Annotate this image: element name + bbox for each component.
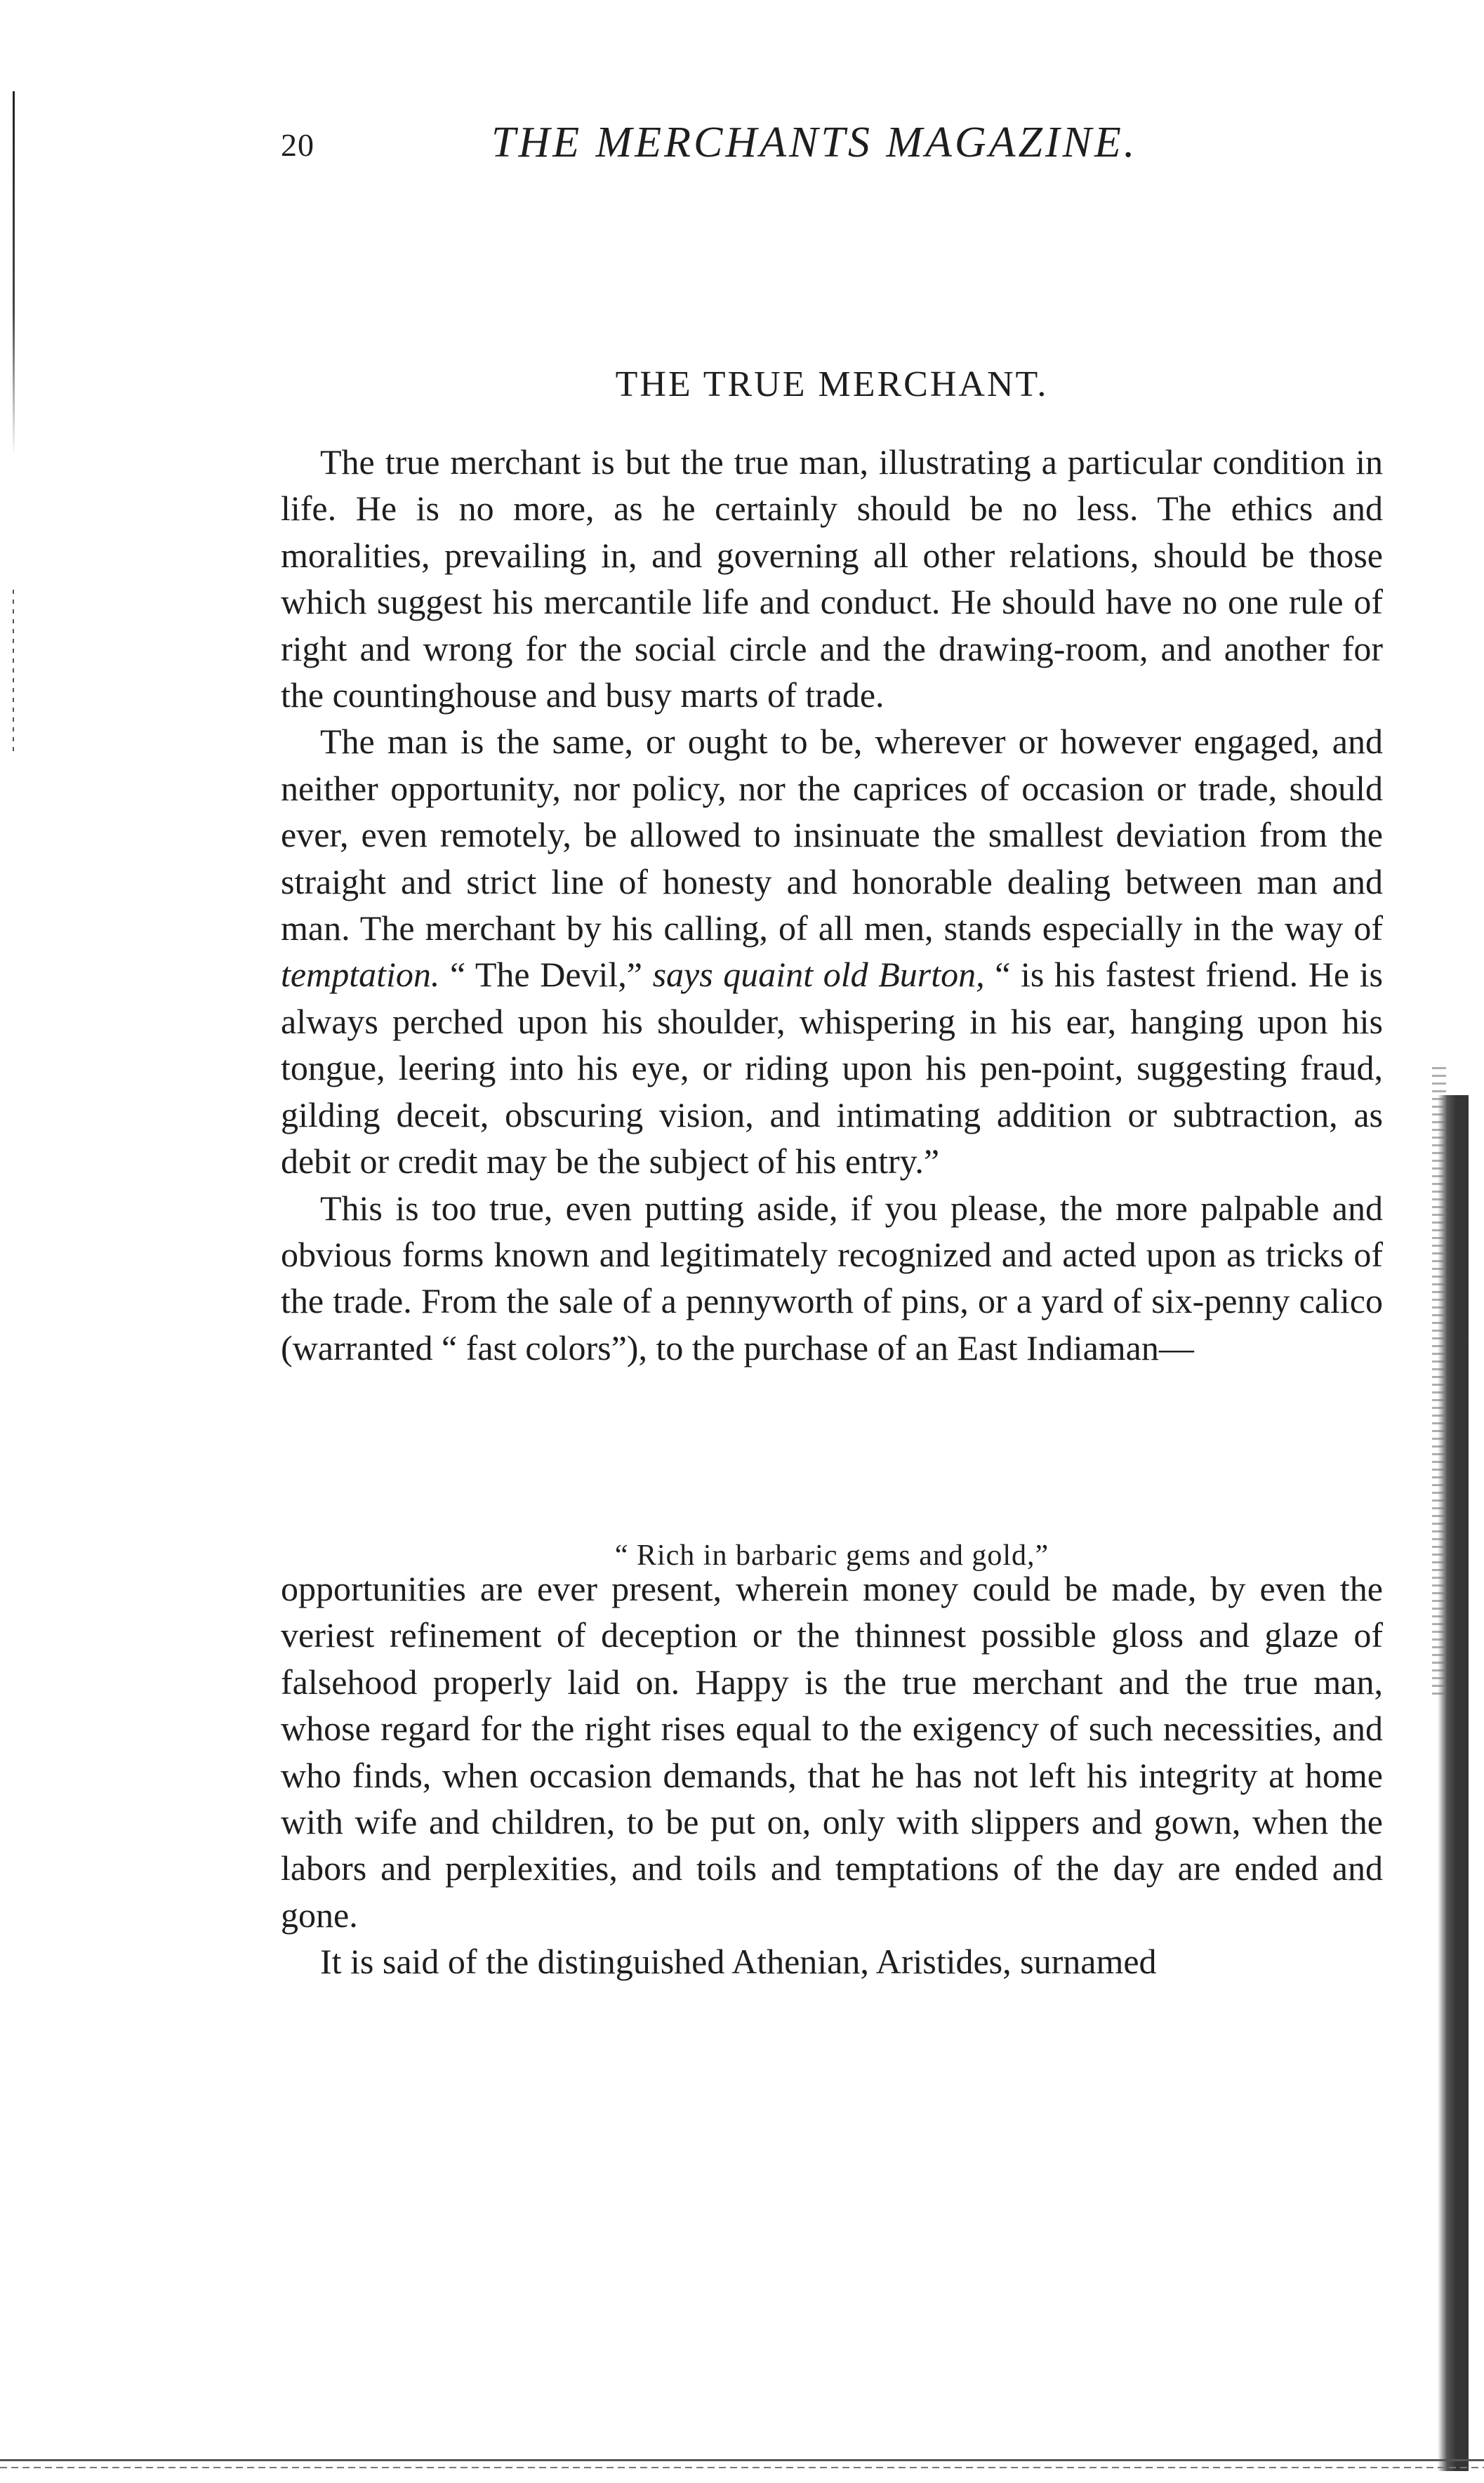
scan-edge-mark-left-lower	[13, 590, 14, 751]
article-body-upper	[281, 439, 1383, 1371]
page-number: 20	[281, 127, 314, 163]
paragraph-4: opportunities are ever present, wherein money could be made, by even the veriest refinement of deception or the thinnest possible gloss and glaze of falsehood properly laid on. Happy is the true merchant and the true man, whose regard for the right rises equal to the exigency of such necessities, and who finds, when occasion demands, that he has not left his integrity at home with wife and children, to be put on, only with slippers and gown, when the labors and perplexities, and toils and temptations of the day are ended and gone.	[281, 1569, 1383, 1935]
scan-bottom-rule	[0, 2459, 1484, 2461]
paragraph-3: This is too true, even putting aside, if you please, the more palpable and obvious forms known and legitimately recognized and acted upon as tricks of the trade. From the sale of a pennyworth of pins, or a yard of six-penny calico (warranted “ fast colors”), to the purchase of an East Indiaman—	[281, 1188, 1383, 1368]
paragraph-5: It is said of the distinguished Athenian, Aristides, surnamed	[320, 1942, 1157, 1982]
paragraph-1: The true merchant is but the true man, illustrating a particular condition in life. He is no more, as he certainly should be no less. The ethics and moralities, prevailing in, and governing all other relations, should be those which suggest his mercantile life and conduct. He should have no one rule of right and wrong for the social circle and the drawing-room, and another for the countinghouse and busy marts of trade.	[281, 442, 1383, 715]
paragraph-2-part-b: “ The Devil,”	[439, 955, 653, 995]
article-body-lower	[281, 1565, 1383, 1985]
paragraph-2-part-c: “ is his fastest friend. He is always perched upon his shoulder, whispering in his ear, hanging upon his tongue, leering into his eye, or riding upon his pen-point, suggesting fraud, gilding deceit, obscuring vision, and intimating addition or subtraction, as debit or credit may be the subject of his entry.”	[281, 955, 1383, 1181]
scan-bottom-rule-dashed	[0, 2467, 1484, 2468]
paragraph-2-part-a: The man is the same, or ought to be, wherever or however engaged, and neither opportunity, nor policy, nor the caprices of occasion or trade, should ever, even remotely, be allowed to insinuate the smallest deviation from the straight and strict line of honesty and honorable dealing between man and man. The merchant by his calling, of all men, stands especially in the way of	[281, 722, 1383, 948]
scan-edge-speckle-right	[1432, 1067, 1446, 1699]
scan-edge-mark-left	[13, 91, 15, 456]
article-title: THE TRUE MERCHANT.	[615, 364, 1049, 404]
running-head	[281, 118, 1383, 167]
paragraph-2-attribution: says quaint old Burton,	[652, 955, 985, 995]
journal-title: THE MERCHANTS MAGAZINE.	[491, 119, 1138, 166]
paragraph-2	[281, 718, 1383, 1184]
block-quotation: “ Rich in barbaric gems and gold,”	[614, 1540, 1049, 1572]
paragraph-2-temptation: temptation.	[281, 955, 440, 995]
